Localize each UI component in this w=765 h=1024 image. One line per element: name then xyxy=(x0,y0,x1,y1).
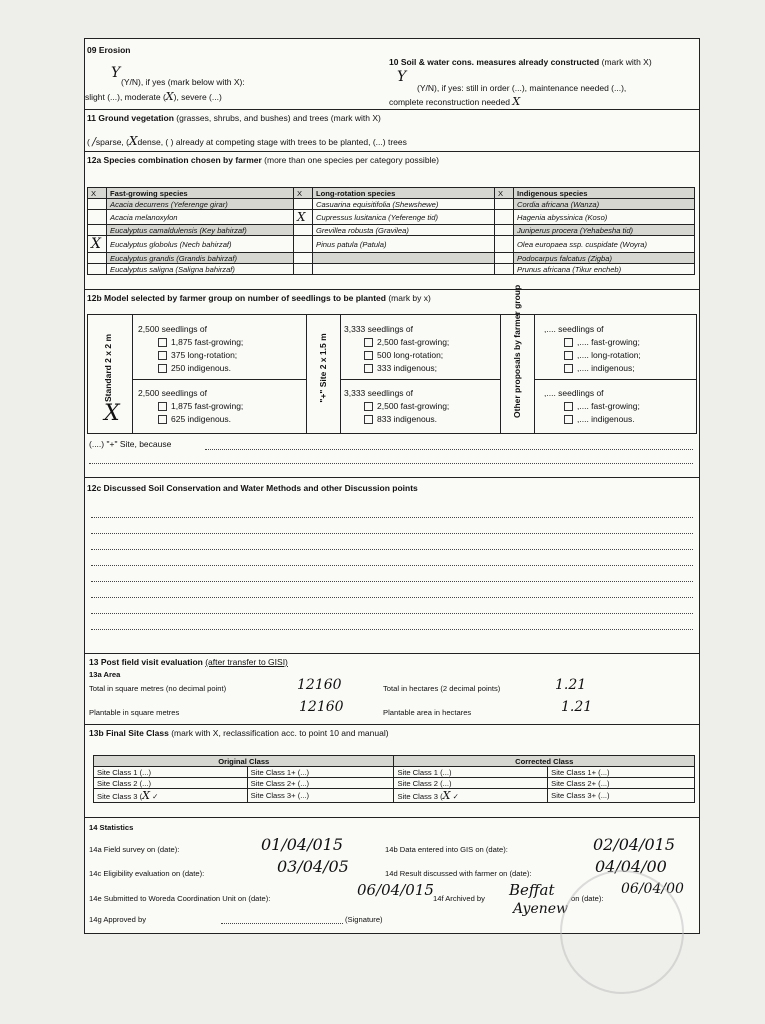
species-cell: Acacia decurrens (Yeferenge girar) xyxy=(107,199,294,210)
species-cell: Casuarina equisitifolia (Shewshewe) xyxy=(313,199,495,210)
section-12a-title: 12a Species combination chosen by farmer (more than one species per category possible) xyxy=(87,155,439,165)
result-discussed-label: 14d Result discussed with farmer on (date): xyxy=(385,869,532,878)
plantable-sqm-value: 12160 xyxy=(299,699,344,715)
section-10-title: 10 Soil & water cons. measures already constructed (mark with X) xyxy=(389,57,652,67)
write-line xyxy=(205,449,693,450)
species-cell: Cupressus lusitanica (Yeferenge tid) xyxy=(313,210,495,225)
field-survey-label: 14a Field survey on (date): xyxy=(89,845,180,854)
corrected-class-header: Corrected Class xyxy=(394,756,695,767)
approved-label: 14g Approved by xyxy=(89,915,146,924)
species-cell: Eucalyptus saligna (Saligna bahirzaf) xyxy=(107,264,294,275)
plantable-ha-label: Plantable area in hectares xyxy=(383,708,472,717)
other-proposals-label: Other proposals by farmer group xyxy=(512,284,522,418)
class-cell: Site Class 3+ (...) xyxy=(548,789,695,803)
submitted-label: 14e Submitted to Woreda Coordination Unit on (date): xyxy=(89,894,271,903)
office-stamp xyxy=(560,870,684,994)
class-cell: Site Class 2 (...) xyxy=(394,778,548,789)
soil-answer: Y xyxy=(397,69,407,85)
species-table: X Fast-growing species X Long-rotation species X Indigenous species Acacia decurrens (Yeferenge girar) Casuarina equisitifolia (Shewshewe) Cordia africana (Wanza) Acacia melanoxylon X Cupressus lusitanica (Yeferenge tid) Hagenia abyssinica (Koso) Eucalyptus camaldulensis (Key bahirzaf) Grevillea robusta (Gravilea) Juniperus procera (Yehabesha tid) X Eucalyptus globolus (Nech bahirzaf) Pinus patula (Patula) Olea europaea ssp. cuspidate (Woyra) Eucalyptus grandis (Grandis bahirzaf) Podocarpus falcatus (Zigba) Eucalyptus saligna (Saligna bahirzaf) Prunus africana (Tikur encheb) xyxy=(87,187,695,275)
species-cell: Juniperus procera (Yehabesha tid) xyxy=(514,225,695,236)
divider xyxy=(85,109,699,110)
result-discussed-date: 04/04/00 xyxy=(595,857,667,876)
total-sqm-label: Total in square metres (no decimal point) xyxy=(89,684,227,693)
archived-on-label: on (date): xyxy=(571,894,604,903)
divider xyxy=(85,151,699,152)
species-cell: Eucalyptus globolus (Nech bahirzaf) xyxy=(107,236,294,253)
divider xyxy=(85,724,699,725)
species-cell: Prunus africana (Tikur encheb) xyxy=(514,264,695,275)
signature-line xyxy=(221,923,343,924)
total-sqm-value: 12160 xyxy=(297,677,342,693)
divider xyxy=(85,289,699,290)
option-f: ,.... seedlings of ,.... fast-growing; ,.... indigenous. xyxy=(544,388,640,424)
class-cell: Site Class 3 (X ✓ xyxy=(94,789,248,803)
field-survey-date: 01/04/015 xyxy=(261,835,344,854)
area-title: 13a Area xyxy=(89,670,121,679)
divider xyxy=(85,477,699,478)
species-cell: Podocarpus falcatus (Zigba) xyxy=(514,253,695,264)
col-indig: Indigenous species xyxy=(514,188,695,199)
col-fast: Fast-growing species xyxy=(107,188,294,199)
species-cell: Cordia africana (Wanza) xyxy=(514,199,695,210)
erosion-levels: slight (...), moderate (X), severe (...) xyxy=(85,90,222,103)
final-class-title: 13b Final Site Class (mark with X, reclassification acc. to point 10 and manual) xyxy=(89,728,389,738)
plantable-sqm-label: Plantable in square metres xyxy=(89,708,180,717)
archived-date: 06/04/00 xyxy=(621,881,684,897)
class-cell: Site Class 3+ (...) xyxy=(247,789,394,803)
class-cell: Site Class 2+ (...) xyxy=(548,778,695,789)
write-line xyxy=(91,533,693,534)
plus-site-because: (....) "+" Site, because xyxy=(89,439,172,449)
vegetation-options: ( /sparse, (Xdense, ( ) already at competing stage with trees to be planted, (...) trees xyxy=(87,134,407,148)
total-ha-label: Total in hectares (2 decimal points) xyxy=(383,684,501,693)
submitted-date: 06/04/015 xyxy=(357,881,434,899)
archived-name: Ayenew xyxy=(513,901,569,917)
erosion-instruction: (Y/N), if yes (mark below with X): xyxy=(121,77,245,87)
class-cell: Site Class 3 (X ✓ xyxy=(394,789,548,803)
write-line xyxy=(89,463,693,464)
write-line xyxy=(91,549,693,550)
class-cell: Site Class 2+ (...) xyxy=(247,778,394,789)
col-x: X xyxy=(88,188,107,199)
erosion-answer: Y xyxy=(111,65,121,81)
original-class-header: Original Class xyxy=(94,756,394,767)
class-cell: Site Class 1 (...) xyxy=(394,767,548,778)
form-page xyxy=(84,38,700,934)
col-x2: X xyxy=(294,188,313,199)
eligibility-label: 14c Eligibility evaluation on (date): xyxy=(89,869,205,878)
species-cell: Eucalyptus grandis (Grandis bahirzaf) xyxy=(107,253,294,264)
option-e: ,.... seedlings of ,.... fast-growing; ,.... long-rotation; ,.... indigenous; xyxy=(544,324,641,373)
species-cell: Eucalyptus camaldulensis (Key bahirzaf) xyxy=(107,225,294,236)
section-11-title: 11 Ground vegetation (grasses, shrubs, and bushes) and trees (mark with X) xyxy=(87,113,381,123)
option-d: 3,333 seedlings of 2,500 fast-growing; 833 indigenous. xyxy=(344,388,450,424)
write-line xyxy=(91,581,693,582)
write-line xyxy=(91,613,693,614)
eligibility-date: 03/04/05 xyxy=(277,857,349,876)
section-13-title: 13 Post field visit evaluation (after transfer to GISI) xyxy=(89,657,288,667)
write-line xyxy=(91,597,693,598)
standard-mark: X xyxy=(104,401,120,426)
col-long: Long-rotation species xyxy=(313,188,495,199)
option-a: 2,500 seedlings of 1,875 fast-growing; 375 long-rotation; 250 indigenous. xyxy=(138,324,244,373)
option-c: 3,333 seedlings of 2,500 fast-growing; 500 long-rotation; 333 indigenous; xyxy=(344,324,450,373)
soil-line2: complete reconstruction needed X xyxy=(389,95,521,108)
archived-by: Beffat xyxy=(509,881,555,899)
class-cell: Site Class 1 (...) xyxy=(94,767,248,778)
signature-caption: (Signature) xyxy=(345,915,383,924)
site-class-table xyxy=(93,755,695,803)
class-cell: Site Class 1+ (...) xyxy=(548,767,695,778)
archived-label: 14f Archived by xyxy=(433,894,485,903)
section-14-title: 14 Statistics xyxy=(89,823,134,832)
standard-label: Standard 2 x 2 m xyxy=(103,333,113,403)
soil-line1: (Y/N), if yes: still in order (...), maintenance needed (...), xyxy=(417,83,627,93)
divider xyxy=(85,653,699,654)
write-line xyxy=(91,629,693,630)
col-x3: X xyxy=(495,188,514,199)
species-cell: Acacia melanoxylon xyxy=(107,210,294,225)
species-cell: Olea europaea ssp. cuspidate (Woyra) xyxy=(514,236,695,253)
write-line xyxy=(91,517,693,518)
species-cell: Pinus patula (Patula) xyxy=(313,236,495,253)
divider xyxy=(85,817,699,818)
section-12c-title: 12c Discussed Soil Conservation and Water Methods and other Discussion points xyxy=(87,483,418,493)
class-cell: Site Class 2 (...) xyxy=(94,778,248,789)
class-cell: Site Class 1+ (...) xyxy=(247,767,394,778)
section-12b-title: 12b Model selected by farmer group on number of seedlings to be planted (mark by x) xyxy=(87,293,431,303)
plantable-ha-value: 1.21 xyxy=(561,699,593,715)
species-cell: Grevillea robusta (Gravilea) xyxy=(313,225,495,236)
gis-entry-label: 14b Data entered into GIS on (date): xyxy=(385,845,508,854)
plus-site-label: "+" Site 2 x 1.5 m xyxy=(318,333,328,403)
section-09-title: 09 Erosion xyxy=(87,45,131,55)
total-ha-value: 1.21 xyxy=(555,677,587,693)
gis-entry-date: 02/04/015 xyxy=(593,835,676,854)
species-cell: Hagenia abyssinica (Koso) xyxy=(514,210,695,225)
option-b: 2,500 seedlings of 1,875 fast-growing; 625 indigenous. xyxy=(138,388,244,424)
write-line xyxy=(91,565,693,566)
